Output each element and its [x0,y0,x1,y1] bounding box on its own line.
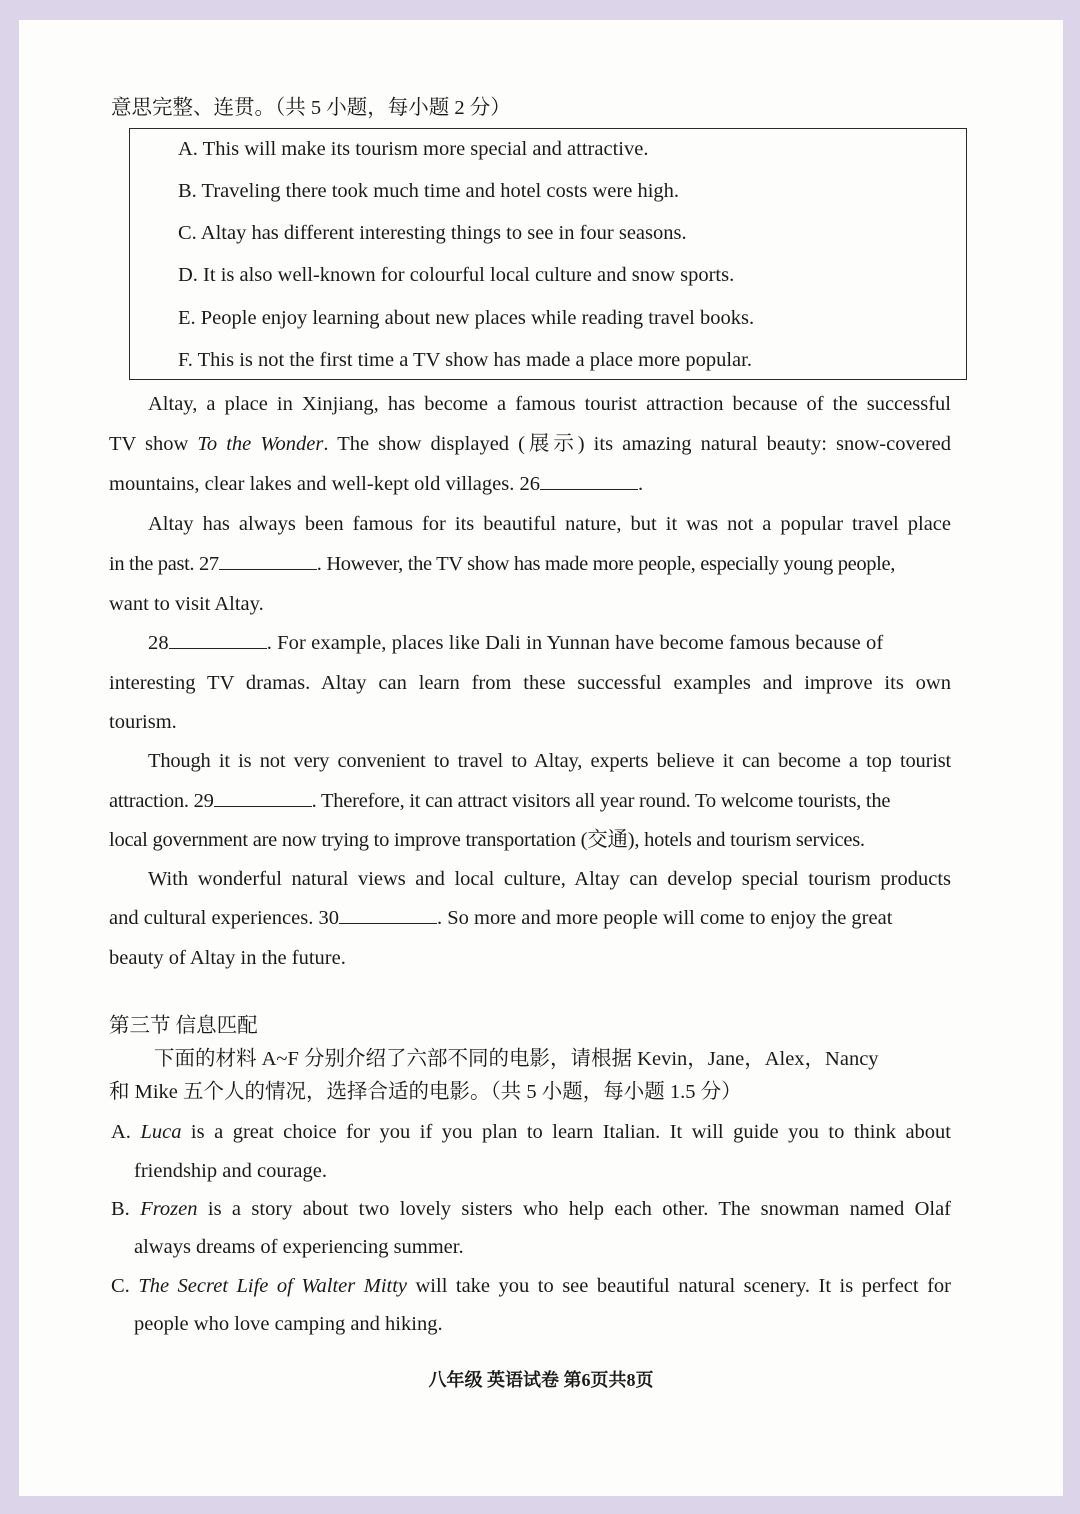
movie-item-c-cont: people who love camping and hiking. [134,1313,443,1335]
text-span: . However, the TV show has made more people, especially young people, [316,553,896,575]
passage-line: want to visit Altay. [109,593,264,615]
passage-line [148,629,951,657]
show-title: To the Wonder [197,433,324,455]
passage-line [109,430,951,458]
movie-item-b-cont: always dreams of experiencing summer. [134,1236,464,1258]
text-span: . The show displayed (展示) its amazing natural beauty: snow-covered [323,433,952,455]
answer-blank-30[interactable] [339,905,437,924]
passage-line: beauty of Altay in the future. [109,947,346,969]
text-span: . So more and more people will come to enjoy the great [436,907,893,929]
movie-item-a [111,1118,951,1146]
movie-title: Luca [140,1121,182,1143]
movie-item-b [111,1195,951,1223]
movie-item-a-cont: friendship and courage. [134,1160,327,1182]
instruction-line: 意思完整、连贯。（共 5 小题，每小题 2 分） [111,97,511,119]
section-heading: 第三节 信息匹配 [109,1015,258,1037]
text-span: is a great choice for you if you plan to learn Italian. It will guide you to think about [181,1121,951,1143]
movie-title: The Secret Life of Walter Mitty [138,1275,407,1297]
option-d: D. It is also well-known for colourful local culture and snow sports. [178,264,735,286]
answer-blank-28[interactable] [169,630,267,649]
option-a: A. This will make its tourism more special and attractive. [178,138,649,160]
text-span: in the past. 27 [109,553,219,575]
passage-line: With wonderful natural views and local culture, Altay can develop special tourism products [148,868,951,890]
passage-line [109,550,955,578]
text-span: mountains, clear lakes and well-kept old villages. 26 [109,473,540,495]
options-box [129,128,967,380]
option-f: F. This is not the first time a TV show has made a place more popular. [178,349,752,371]
option-b: B. Traveling there took much time and hotel costs were high. [178,180,680,202]
section-intro-line: 下面的材料 A~F 分别介绍了六部不同的电影，请根据 Kevin，Jane，Alex，Nancy [154,1048,879,1070]
text-span: will take you to see beautiful natural scenery. It is perfect for [407,1275,951,1297]
answer-blank-26[interactable] [540,471,638,490]
text-span: . For example, places like Dali in Yunnan have become famous because of [266,632,884,654]
item-letter: A. [111,1121,131,1143]
passage-line [109,470,951,498]
item-letter: C. [111,1275,130,1297]
answer-blank-27[interactable] [219,551,317,570]
option-e: E. People enjoy learning about new places while reading travel books. [178,307,755,329]
passage-line: local government are now trying to improve transportation (交通), hotels and tourism services. [109,829,865,851]
text-span: 28 [148,632,169,654]
text-span: is a story about two lovely sisters who help each other. The snowman named Olaf [197,1198,952,1220]
page-footer: 八年级 英语试卷 第6页共8页 [428,1370,654,1390]
item-letter: B. [111,1198,130,1220]
option-c: C. Altay has different interesting things to see in four seasons. [178,222,687,244]
movie-title: Frozen [140,1198,198,1220]
answer-blank-29[interactable] [214,788,312,807]
passage-line: tourism. [109,711,177,733]
text-span: attraction. 29 [109,790,214,812]
text-span: . Therefore, it can attract visitors all year round. To welcome tourists, the [311,790,891,812]
section-intro-line: 和 Mike 五个人的情况，选择合适的电影。（共 5 小题，每小题 1.5 分） [109,1081,742,1103]
text-span: and cultural experiences. 30 [109,907,339,929]
text-span: TV show [109,433,198,455]
exam-page [19,20,1063,1496]
passage-line [109,904,951,932]
passage-line: interesting TV dramas. Altay can learn from these successful examples and improve its own [109,672,951,694]
passage-line [109,787,951,815]
movie-item-c [111,1272,951,1300]
passage-line: Altay, a place in Xinjiang, has become a famous tourist attraction because of the successful [148,393,951,415]
passage-line: Altay has always been famous for its beautiful nature, but it was not a popular travel place [148,513,951,535]
passage-line: Though it is not very convenient to travel to Altay, experts believe it can become a top tourist [148,750,951,772]
text-span: . [637,473,644,495]
